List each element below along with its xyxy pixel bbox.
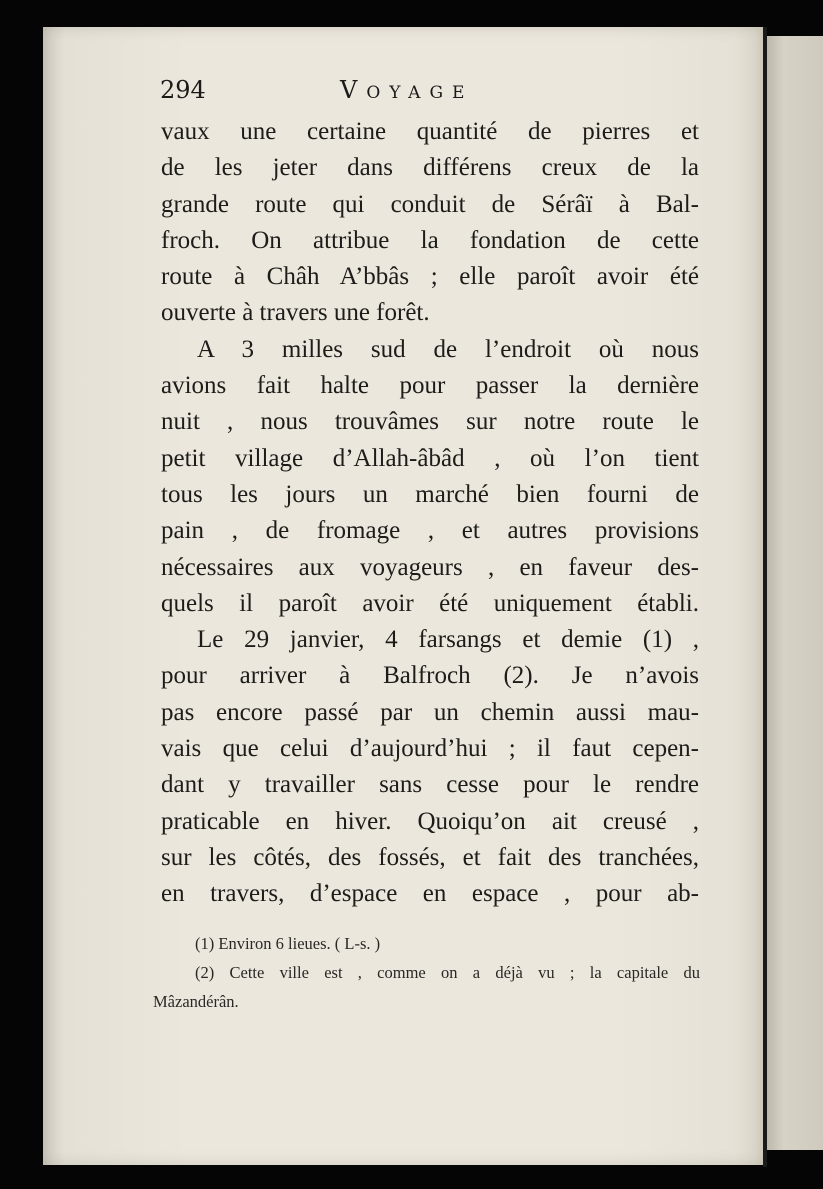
text-line: vaux une certaine quantité de pierres et xyxy=(161,118,699,145)
text-line: grande route qui conduit de Sérâï à Bal- xyxy=(161,190,699,218)
text-line: Le 29 janvier, 4 farsangs et demie (1) , xyxy=(197,626,699,654)
footnote-2: (2) Cette ville est , comme on a déjà vu ; la capitale du xyxy=(195,963,700,982)
page-number: 294 xyxy=(160,76,206,104)
text-line: ouverte à travers une forêt. xyxy=(161,299,430,327)
text-line: pain , de fromage , et autres provisions xyxy=(161,517,699,545)
text-line: avions fait halte pour passer la dernière xyxy=(161,372,699,400)
text-line: de les jeter dans différens creux de la xyxy=(161,154,699,182)
text-line: nécessaires aux voyageurs , en faveur des- xyxy=(161,553,699,581)
footnote-1: (1) Environ 6 lieues. ( L-s. ) xyxy=(195,934,381,953)
running-title: Voyage xyxy=(340,76,474,104)
text-line: A 3 milles sud de l’endroit où nous xyxy=(197,335,699,363)
text-line: praticable en hiver. Quoiqu’on ait creusé , xyxy=(161,807,699,835)
text-line: pour arriver à Balfroch (2). Je n’avois xyxy=(161,662,699,690)
text-line: tous les jours un marché bien fourni de xyxy=(161,480,699,508)
text-line: sur les côtés, des fossés, et fait des tranchées, xyxy=(161,843,699,871)
text-line: quels il paroît avoir été uniquement établi. xyxy=(161,589,699,617)
text-line: pas encore passé par un chemin aussi mau- xyxy=(161,698,699,726)
text-line: petit village d’Allah-âbâd , où l’on tient xyxy=(161,444,699,472)
footnote-2-continuation: Mâzandérân. xyxy=(153,992,239,1011)
book-gutter xyxy=(763,27,767,1167)
text-line: nuit , nous trouvâmes sur notre route le xyxy=(161,408,699,436)
text-line: vais que celui d’aujourd’hui ; il faut cepen- xyxy=(161,735,699,763)
body-text xyxy=(161,114,699,913)
text-line: dant y travailler sans cesse pour le rendre xyxy=(161,771,699,799)
text-line: froch. On attribue la fondation de cette xyxy=(161,226,699,254)
text-line: route à Châh A’bbâs ; elle paroît avoir été xyxy=(161,263,699,291)
text-line: en travers, d’espace en espace , pour ab- xyxy=(161,880,699,908)
running-head xyxy=(160,76,700,110)
footnotes xyxy=(153,929,700,1016)
facing-page-edge xyxy=(767,36,823,1150)
